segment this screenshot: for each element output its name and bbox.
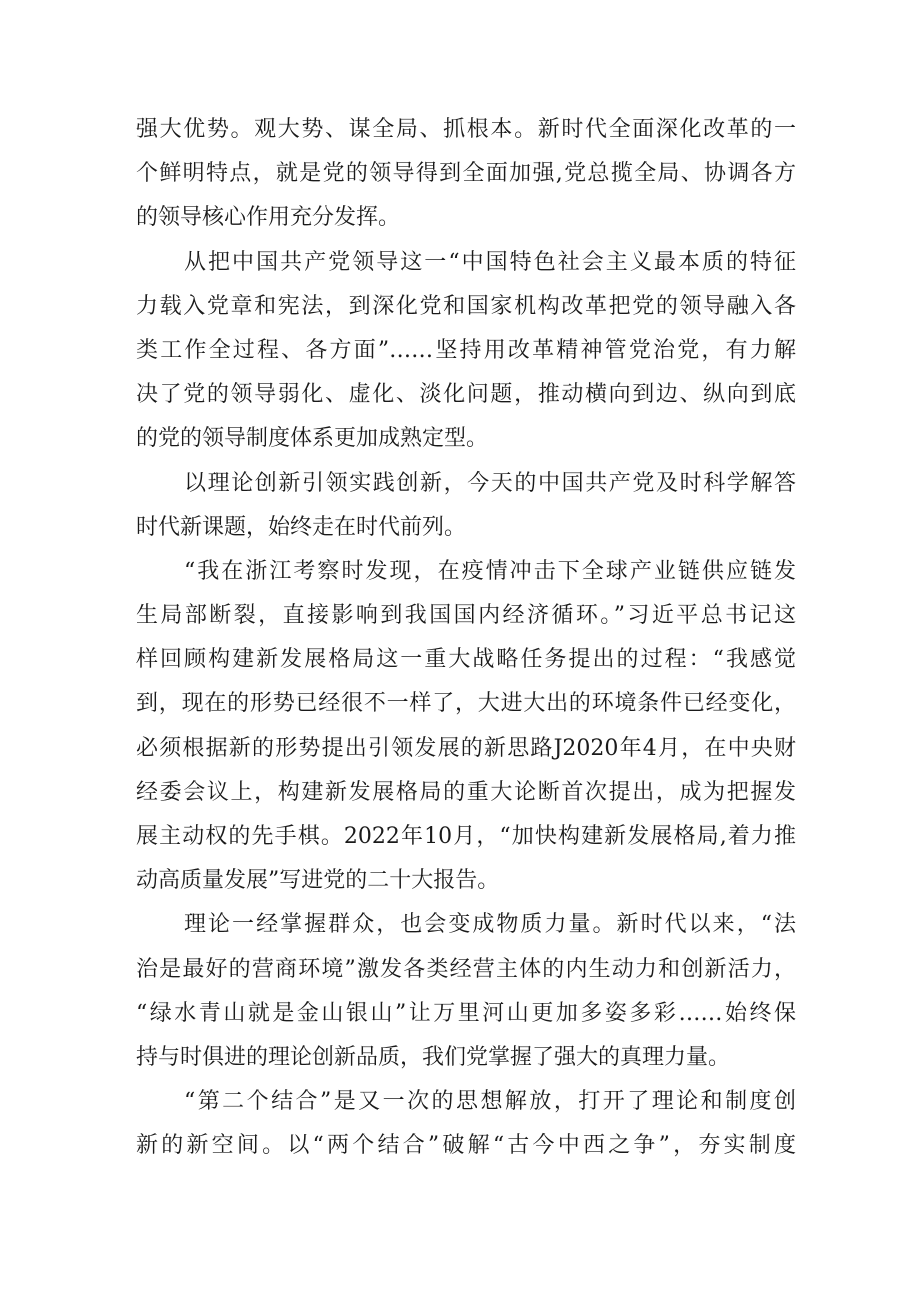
text-line: 强大优势。观大势、谋全局、抓根本。新时代全面深化改革的一 [136, 117, 796, 142]
paragraph-party-constitution [136, 241, 796, 462]
text-line: 个鲜明特点，就是党的领导得到全面加强,党总揽全局、协调各方 [136, 161, 796, 187]
text-line: 力载入党章和宪法，到深化党和国家机构改革把党的领导融入各 [136, 293, 796, 319]
text-line: 理论一经掌握群众，也会变成物质力量。新时代以来，“法 [184, 912, 796, 938]
text-line: 动高质量发展”写进党的二十大报告。 [136, 868, 500, 894]
text-line: 样回顾构建新发展格局这一重大战略任务提出的过程：“我感觉 [136, 647, 796, 673]
text-line: 展主动权的先手棋。2022年10月，“加快构建新发展格局,着力推 [136, 824, 796, 849]
text-line: 的党的领导制度体系更加成熟定型。 [136, 426, 489, 452]
text-line: “绿水青山就是金山银山”让万里河山更加多姿多彩……始终保 [136, 1000, 796, 1026]
text-line: 从把中国共产党领导这一“中国特色社会主义最本质的特征 [184, 249, 796, 275]
text-line: 经委会议上，构建新发展格局的重大论断首次提出，成为把握发 [136, 779, 796, 805]
paragraph-new-development-pattern [136, 550, 796, 904]
text-line: 生局部断裂，直接影响到我国国内经济循环。”习近平总书记这 [136, 603, 796, 629]
text-line: 决了党的领导弱化、虚化、淡化问题，推动横向到边、纵向到底 [136, 382, 796, 408]
paragraph-theory-power [136, 903, 796, 1080]
text-line: 以理论创新引领实践创新，今天的中国共产党及时科学解答 [184, 470, 796, 496]
text-line: 时代新课题，始终走在时代前列。 [136, 514, 467, 540]
text-line: 必须根据新的形势提出引领发展的新思路J2020年4月，在中央财 [136, 735, 796, 761]
paragraph-leadership [136, 108, 796, 241]
text-line: 类工作全过程、各方面”……坚持用改革精神管党治党，有力解 [136, 337, 796, 363]
text-line: “我在浙江考察时发现，在疫情冲击下全球产业链供应链发 [184, 558, 796, 584]
text-line: 到，现在的形势已经很不一样了，大进大出的环境条件已经变化， [136, 691, 796, 717]
text-line: 新的新空间。以“两个结合”破解“古今中西之争”，夯实制度 [136, 1133, 796, 1159]
paragraph-theory-innovation [136, 462, 796, 550]
text-line: 治是最好的营商环境”激发各类经营主体的内生动力和创新活力， [136, 956, 796, 982]
text-line: “第二个结合”是又一次的思想解放，打开了理论和制度创 [184, 1089, 796, 1115]
paragraph-second-integration [136, 1080, 796, 1168]
text-line: 的领导核心作用充分发挥。 [136, 205, 401, 231]
document-body [136, 108, 796, 1169]
text-line: 持与时俱进的理论创新品质，我们党掌握了强大的真理力量。 [136, 1044, 731, 1070]
